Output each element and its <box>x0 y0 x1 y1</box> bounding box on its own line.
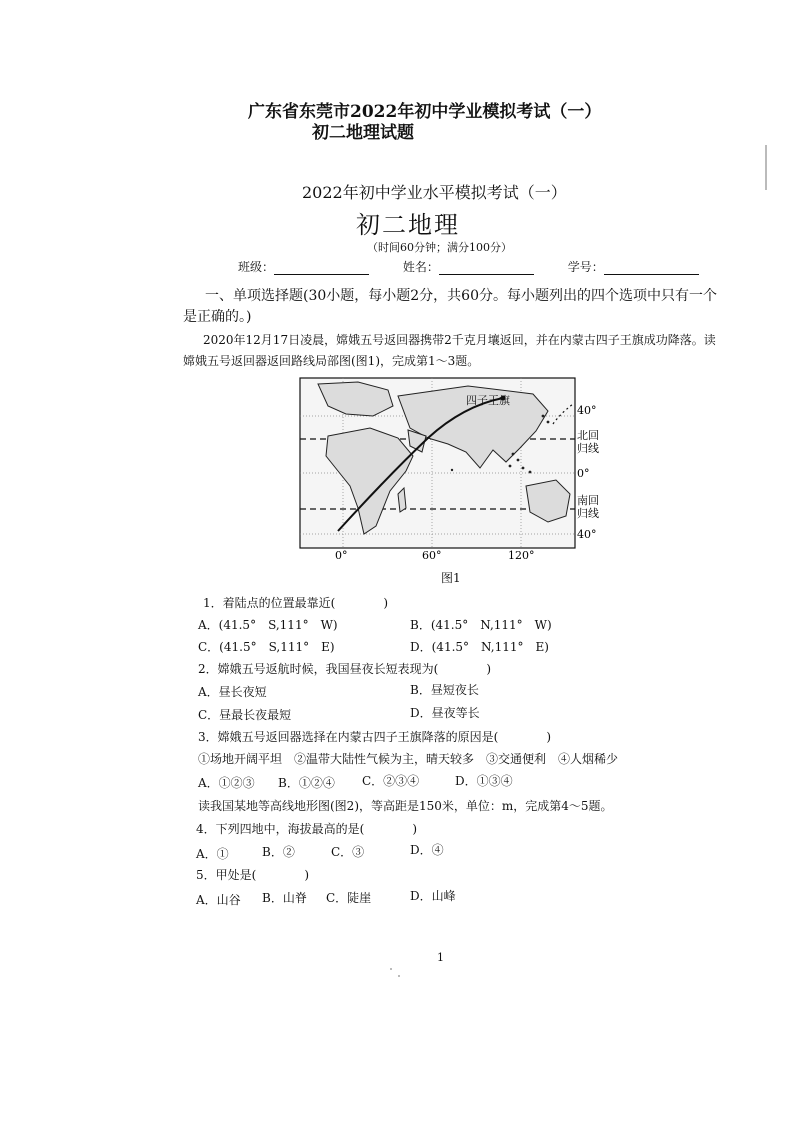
q1-option-c[interactable]: C．(41.5° S,111° E) <box>198 640 335 654</box>
subject-title: 初二地理 <box>356 211 460 239</box>
lat-label-tropic-n-2: 归线 <box>577 442 599 455</box>
page-number: 1 <box>437 951 444 964</box>
q4-option-d[interactable]: D．④ <box>410 843 444 857</box>
lat-label-40n: 40° <box>577 404 597 417</box>
route-map-figure <box>298 376 606 560</box>
scan-speck-2 <box>398 975 400 977</box>
q3-option-d[interactable]: D．①③④ <box>455 774 513 788</box>
section1-heading-line1: 一、单项选择题(30小题，每小题2分，共60分。每小题列出的四个选项中只有一个 <box>205 288 717 304</box>
q3-option-c[interactable]: C．②③④ <box>362 774 420 788</box>
q5-option-c[interactable]: C．陡崖 <box>326 891 372 905</box>
q1-option-a[interactable]: A．(41.5° S,111° W) <box>198 618 338 632</box>
q5-option-b[interactable]: B．山脊 <box>262 891 307 905</box>
lat-label-tropic-s-2: 归线 <box>577 507 599 520</box>
q1-option-d[interactable]: D．(41.5° N,111° E) <box>410 640 549 654</box>
lon-label-0: 0° <box>335 549 348 560</box>
q4-stem: 4．下列四地中，海拔最高的是( ) <box>196 822 417 836</box>
lon-label-60: 60° <box>422 549 442 560</box>
lat-label-tropic-n-1: 北回 <box>577 429 599 442</box>
intro1-line2: 嫦娥五号返回器返回路线局部图(图1)，完成第1～3题。 <box>183 354 480 368</box>
intro1-line1: 2020年12月17日凌晨，嫦娥五号返回器携带2千克月壤返回，并在内蒙古四子王旗成功降落。读 <box>203 333 716 347</box>
q1-option-b[interactable]: B．(41.5° N,111° W) <box>410 618 552 632</box>
q4-option-c[interactable]: C．③ <box>331 845 365 859</box>
lat-label-tropic-s-1: 南回 <box>577 494 599 507</box>
lat-label-equator: 0° <box>577 467 590 480</box>
name-label: 姓名： <box>402 260 439 274</box>
class-label: 班级： <box>238 260 275 274</box>
number-field[interactable] <box>604 262 699 275</box>
q1-stem: 1．着陆点的位置最靠近( ) <box>203 596 388 610</box>
intro2-text: 读我国某地等高线地形图(图2)，等高距是150米，单位：m，完成第4～5题。 <box>198 799 613 813</box>
place-label-siziwang: 四子王旗 <box>466 394 510 407</box>
time-note: （时间60分钟；满分100分） <box>367 241 512 254</box>
q4-option-b[interactable]: B．② <box>262 845 295 859</box>
number-label: 学号： <box>567 260 604 274</box>
q2-option-c[interactable]: C．昼最长夜最短 <box>198 708 292 722</box>
q5-option-d[interactable]: D．山峰 <box>410 889 456 903</box>
figure1-caption: 图1 <box>441 571 461 585</box>
q5-stem: 5．甲处是( ) <box>196 868 309 882</box>
lon-label-120: 120° <box>508 549 535 560</box>
lat-label-40s: 40° <box>577 528 597 541</box>
student-fields <box>238 258 729 275</box>
header-title-line2: 初二地理试题 <box>312 123 414 143</box>
q2-option-d[interactable]: D．昼夜等长 <box>410 706 480 720</box>
header-title-line1: 广东省东莞市2022年初中学业模拟考试（一） <box>248 102 602 122</box>
q2-option-b[interactable]: B．昼短夜长 <box>410 683 479 697</box>
q4-option-a[interactable]: A．① <box>196 847 229 861</box>
name-field[interactable] <box>439 262 534 275</box>
section1-heading-line2: 是正确的。) <box>183 309 252 325</box>
q2-stem: 2．嫦娥五号返航时候，我国昼夜长短表现为( ) <box>198 662 492 676</box>
exam-title: 2022年初中学业水平模拟考试（一） <box>302 183 567 202</box>
q3-option-a[interactable]: A．①②③ <box>198 776 255 790</box>
q5-option-a[interactable]: A．山谷 <box>196 893 241 907</box>
scan-speck <box>390 968 392 970</box>
q3-stem: 3．嫦娥五号返回器选择在内蒙古四子王旗降落的原因是( ) <box>198 730 552 744</box>
q2-option-a[interactable]: A．昼长夜短 <box>198 685 267 699</box>
q3-reasons: ①场地开阔平坦 ②温带大陆性气候为主，晴天较多 ③交通便利 ④人烟稀少 <box>198 752 619 766</box>
class-field[interactable] <box>274 262 369 275</box>
q3-option-b[interactable]: B．①②④ <box>278 776 335 790</box>
scan-edge-mark <box>765 145 767 190</box>
